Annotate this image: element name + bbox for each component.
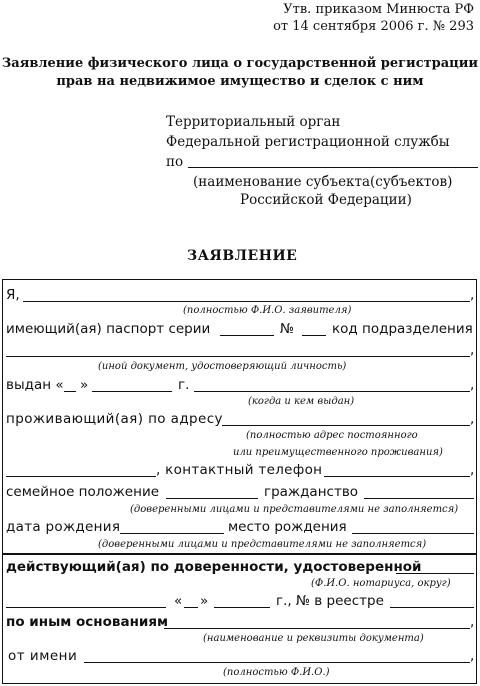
row-marital-citizenship bbox=[6, 484, 474, 501]
division-code-label: код подразделения bbox=[332, 321, 473, 337]
registry-number-field[interactable] bbox=[390, 607, 474, 608]
passport-label: имеющий(ая) паспорт серии bbox=[6, 321, 211, 337]
residence-label: проживающий(ая) по адресу bbox=[6, 411, 223, 427]
form-title-line-1: Заявление физического лица о государственной регистрации bbox=[1, 56, 479, 71]
other-document-field[interactable] bbox=[6, 356, 470, 357]
address-continuation-field[interactable] bbox=[6, 476, 156, 477]
citizenship-field[interactable] bbox=[364, 498, 474, 499]
caption-document-details: (наименование и реквизиты документа) bbox=[203, 633, 424, 644]
caption-notary: (Ф.И.О. нотариуса, округ) bbox=[311, 578, 451, 589]
passport-number-sign: № bbox=[280, 321, 295, 337]
applicant-comma: , bbox=[470, 287, 475, 303]
caption-not-filled-2: (доверенными лицами и представителями не заполняется) bbox=[98, 539, 427, 550]
approval-line-2: от 14 сентября 2006 г. № 293 bbox=[273, 19, 474, 34]
citizenship-label: гражданство bbox=[264, 484, 359, 500]
issued-month-field[interactable] bbox=[92, 391, 172, 392]
other-grounds-field[interactable] bbox=[164, 628, 470, 629]
caption-other-document: (иной документ, удостоверяющий личность) bbox=[98, 361, 347, 372]
issued-quote-close: » bbox=[80, 377, 89, 393]
on-behalf-field[interactable] bbox=[84, 662, 470, 663]
proxy-month-field[interactable] bbox=[214, 607, 270, 608]
row-proxy-date-registry bbox=[6, 593, 474, 610]
phone-label: , контактный телефон bbox=[156, 462, 323, 478]
row-contact-phone: , контактный телефон , bbox=[6, 462, 474, 479]
addressee-line-2: Федеральной регистрационной службы bbox=[166, 134, 450, 150]
approval-line-1: Утв. приказом Минюста РФ bbox=[283, 2, 474, 17]
row-birth bbox=[6, 519, 474, 536]
issued-year-label: г. bbox=[178, 377, 190, 393]
birth-date-field[interactable] bbox=[120, 533, 224, 534]
applicant-label: Я, bbox=[6, 287, 20, 303]
section-divider bbox=[3, 553, 476, 555]
issued-day-field[interactable] bbox=[64, 391, 76, 392]
addressee-field[interactable] bbox=[188, 152, 478, 168]
birth-date-label: дата рождения bbox=[6, 519, 121, 535]
passport-series-field[interactable] bbox=[220, 335, 274, 336]
birth-place-field[interactable] bbox=[352, 533, 474, 534]
issued-label: выдан « bbox=[6, 377, 64, 393]
addressee-caption-2: Российской Федерации) bbox=[240, 192, 412, 208]
statement-heading: ЗАЯВЛЕНИЕ bbox=[187, 248, 298, 264]
row-other-document: , bbox=[6, 342, 474, 359]
marital-status-label: семейное положение bbox=[6, 484, 160, 500]
registry-label: г., № в реестре bbox=[276, 593, 384, 609]
applicant-name-field[interactable] bbox=[23, 301, 470, 302]
row-residence: проживающий(ая) по адресу , bbox=[6, 411, 475, 427]
addressee-line-1: Территориальный орган bbox=[166, 114, 341, 130]
phone-field[interactable] bbox=[324, 476, 470, 477]
proxy-date-quote-close: » bbox=[200, 593, 209, 609]
addressee-caption-1: (наименование субъекта(субъектов) bbox=[193, 174, 453, 190]
caption-not-filled-1: (доверенными лицами и представителями не заполняется) bbox=[130, 504, 459, 515]
proxy-day-field[interactable] bbox=[184, 607, 198, 608]
birth-place-label: место рождения bbox=[228, 519, 347, 535]
marital-status-field[interactable] bbox=[166, 498, 258, 499]
form-title-line-2: прав на недвижимое имущество и сделок с ним bbox=[56, 74, 424, 89]
row-other-grounds: по иным основаниям , bbox=[6, 614, 475, 630]
caption-issued-by: (когда и кем выдан) bbox=[248, 396, 355, 407]
row-proxy bbox=[6, 559, 474, 576]
proxy-notary-field[interactable] bbox=[396, 573, 474, 574]
other-grounds-label: по иным основаниям bbox=[6, 614, 169, 630]
row-applicant bbox=[6, 287, 474, 304]
issued-by-field[interactable] bbox=[194, 391, 470, 392]
caption-applicant-fio: (полностью Ф.И.О. заявителя) bbox=[183, 305, 352, 316]
addressee-prefix: по bbox=[166, 154, 184, 170]
row-passport bbox=[6, 321, 474, 338]
row-on-behalf: от имени , bbox=[8, 648, 475, 664]
on-behalf-label: от имени bbox=[8, 648, 78, 664]
passport-number-field[interactable] bbox=[302, 335, 326, 336]
residence-address-field[interactable] bbox=[222, 425, 470, 426]
caption-address-1: (полностью адрес постоянного bbox=[246, 430, 418, 441]
notary-continuation-field[interactable] bbox=[6, 607, 166, 608]
caption-address-2: или преимущественного проживания) bbox=[233, 447, 443, 458]
row-issued: выдан « » г. , bbox=[6, 377, 475, 393]
application-form bbox=[2, 279, 477, 684]
proxy-label: действующий(ая) по доверенности, удостоверенной bbox=[6, 559, 422, 575]
caption-fio: (полностью Ф.И.О.) bbox=[223, 667, 330, 678]
proxy-date-quote-open: « bbox=[174, 593, 183, 609]
